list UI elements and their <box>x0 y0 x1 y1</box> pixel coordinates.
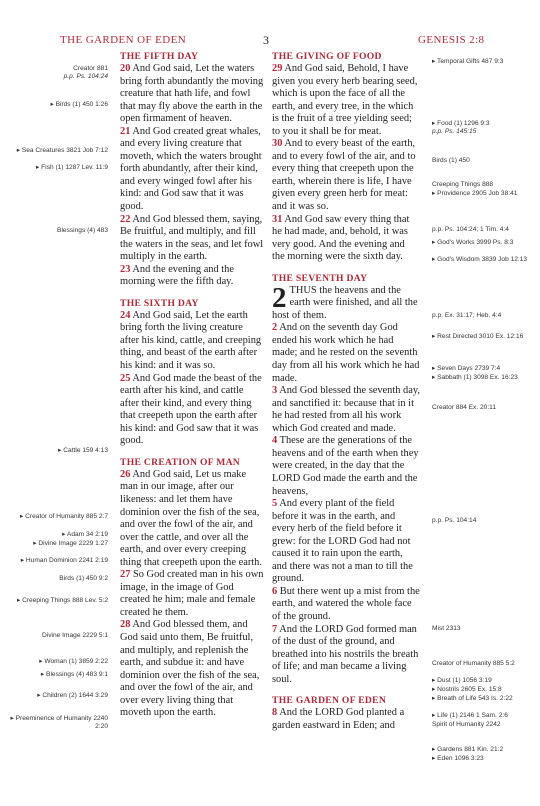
verse-29: 29 And God said, Behold, I have given you every herb bearing seed, which is upon the face of all the earth, and every tree, in the which is the fruit of a tree yielding seed; to you it shall be for meat. <box>272 63 418 137</box>
verse-7: 7 And the LORD God formed man of the dust of the ground, and breathed into his nostrils the breath of life; and man became a living soul. <box>272 623 419 685</box>
margin-ref: ▸ Food (1) 1296 9:3 p.p. Ps. 145:15 <box>432 120 490 135</box>
running-header-right: GENESIS 2:8 <box>418 34 485 46</box>
margin-ref: ▸ Nostrils 2605 Ex. 15:8 <box>432 686 502 693</box>
verse-number: 5 <box>272 498 278 510</box>
margin-ref: Creator 884 Ex. 20:11 <box>432 404 497 411</box>
margin-ref: Birds (1) 450 9:2 <box>59 575 108 582</box>
verse-24: 24 And God said, Let the earth bring forth the living creature after his kind, cattle, and creeping thing, and beast of the earth after his kind: and it was so. <box>120 309 262 372</box>
verse-25: 25 And God made the beast of the earth after his kind, and cattle after their kind, and every thing that creepeth upon the earth after his kind: and God saw that it was good. <box>120 372 262 447</box>
margin-ref: ▸ Gardens 881 Kin. 21:2 <box>432 746 504 753</box>
margin-ref: p.p. Ex. 31:17; Heb. 4:4 <box>432 312 502 319</box>
verse-number: 6 <box>272 585 278 597</box>
margin-ref: ▸ Sabbath (1) 3098 Ex. 16:23 <box>432 374 518 381</box>
margin-ref: Creeping Things 888 <box>432 181 494 188</box>
margin-ref: Creator 881 p.p. Ps. 104:24 <box>63 65 108 80</box>
verse-number: 31 <box>272 213 283 225</box>
margin-ref: ▸ Preeminence of Humanity 2240 2:20 <box>10 715 108 730</box>
section-heading: THE FIFTH DAY <box>120 51 199 62</box>
page-number: 3 <box>263 33 270 47</box>
section-heading: THE CREATION OF MAN <box>120 456 241 468</box>
verse-number: 29 <box>272 63 283 74</box>
margin-ref: ▸ Temporal Gifts 487 9:3 <box>432 58 504 65</box>
verse-8: 8 And the LORD God planted a garden eastward in Eden; and <box>272 707 405 731</box>
section-heading: THE GARDEN OF EDEN <box>272 695 387 707</box>
margin-ref: ▸ Birds (1) 450 1:26 <box>50 101 108 108</box>
verse-1-text: THUS the heavens and the earth were finished, and all the host of them. <box>272 284 418 321</box>
margin-ref: ▸ Adam 34 2:19 <box>62 531 108 538</box>
text-column-right <box>272 51 420 732</box>
verse-number: 21 <box>120 125 131 137</box>
margin-ref: ▸ God's Works 3999 Ps. 8:3 <box>432 239 514 246</box>
margin-ref: ▸ Eden 1096 3:23 <box>432 755 484 762</box>
verse-number: 24 <box>120 309 131 321</box>
verse-number: 26 <box>120 468 131 480</box>
verse-5: 5 And every plant of the field before it was in the earth, and every herb of the field before it grew: for the LORD God had not caused it to rain upon the earth, and there was not a man to till the ground. <box>272 498 413 585</box>
margin-ref: p.p. Ps. 104:14 <box>432 517 477 524</box>
margin-ref: ▸ Providence 2905 Job 38:41 <box>432 190 518 197</box>
verse-21: 21 And God created great whales, and every living creature that moveth, which the waters brought forth abundantly, after their kind, and every winged fowl after his kind: and God saw that it was good. <box>120 125 262 213</box>
margin-ref: Mist 2313 <box>432 625 461 632</box>
margin-ref: ▸ Children (2) 1644 3:29 <box>37 692 108 699</box>
verse-30: 30 And to every beast of the earth, and to every fowl of the air, and to every thing that creepeth upon the earth, wherein there is life, I have given every green herb for meat: and it was so. <box>272 138 416 213</box>
verse-number: 20 <box>120 63 131 74</box>
verse-number: 27 <box>120 569 131 581</box>
text-column-left <box>120 51 264 720</box>
verse-number: 22 <box>120 213 131 225</box>
margin-ref: ▸ Breath of Life 543 Is. 2:22 <box>432 695 513 702</box>
section-heading: THE SEVENTH DAY <box>272 272 368 284</box>
margin-ref: ▸ Cattle 159 4:13 <box>58 447 108 454</box>
margin-ref: ▸ Rest Directed 3010 Ex. 12:16 <box>432 333 524 340</box>
margin-ref: ▸ Divine Image 2229 1:27 <box>33 540 108 547</box>
verse-number: 28 <box>120 619 131 631</box>
margin-ref: p.p. Ps. 104:24; 1 Tim. 4:4 <box>432 226 509 233</box>
margin-ref: ▸ Creator of Humanity 885 2:7 <box>20 513 108 520</box>
margin-ref: ▸ Creeping Things 888 Lev. 5:2 <box>16 597 108 604</box>
verse-number: 2 <box>272 322 278 334</box>
margin-ref: ▸ Blessings (4) 483 9:1 <box>40 671 108 678</box>
verse-2: 2 And on the seventh day God ended his work which he had made; and he rested on the seventh day from all his work which he had made. <box>272 322 420 384</box>
verse-3: 3 And God blessed the seventh day, and sanctified it: because that in it he had rested from all his work which God created and made. <box>272 385 420 434</box>
section-heading: THE GIVING OF FOOD <box>272 51 382 62</box>
verse-number: 8 <box>272 707 278 719</box>
verse-31: 31 And God saw every thing that he had made, and, behold, it was very good. And the evening and the morning were the sixth day. <box>272 213 410 263</box>
verse-27: 27 So God created man in his own image, in the image of God created he him; male and female created he them. <box>120 569 264 618</box>
verse-28: 28 And God blessed them, and God said unto them, Be fruitful, and multiply, and replenish the earth, and subdue it: and have dominion over the fish of the sea, and over the fowl of the air, and over every living thing that moveth upon the earth. <box>120 619 260 719</box>
margin-ref: ▸ Fish (1) 1287 Lev. 11:9 <box>36 164 108 171</box>
margin-ref: Blessings (4) 483 <box>57 227 108 234</box>
margin-ref: ▸ Sea Creatures 3821 Job 7:12 <box>16 147 108 154</box>
verse-26: 26 And God said, Let us make man in our image, after our likeness: and let them have dominion over the fish of the sea, and over the fowl of the air, and over the cattle, and over all the earth, and over every creeping thing that creepeth upon the earth. <box>120 468 262 568</box>
verse-number: 3 <box>272 385 278 397</box>
margin-ref: Divine Image 2229 5:1 <box>42 632 108 639</box>
verse-number: 25 <box>120 372 131 384</box>
verse-number: 23 <box>120 263 131 275</box>
margin-ref: ▸ Dust (1) 1056 3:19 <box>432 677 492 684</box>
chapter-2-verse-1 <box>272 281 420 323</box>
margin-ref: Spirit of Humanity 2242 <box>432 721 501 728</box>
margin-ref: ▸ Human Dominion 2241 2:19 <box>20 557 108 564</box>
verse-number: 7 <box>272 623 278 635</box>
section-heading: THE SIXTH DAY <box>120 297 199 309</box>
margin-ref: Creator of Humanity 885 5:2 <box>432 660 515 667</box>
verse-22: 22 And God blessed them, saying, Be fruitful, and multiply, and fill the waters in the seas, and let fowl multiply in the earth. <box>120 213 264 263</box>
verse-23: 23 And the evening and the morning were the fifth day. <box>120 263 234 288</box>
verse-4: 4 These are the generations of the heavens and of the earth when they were created, in the day that the LORD God made the earth and the heavens, <box>272 435 419 497</box>
margin-ref: ▸ Seven Days 2739 7:4 <box>432 365 501 372</box>
margin-ref: Birds (1) 450 <box>432 157 470 164</box>
verse-number: 4 <box>272 435 278 447</box>
verse-20: 20 And God said, Let the waters bring forth abundantly the moving creature that hath life, and fowl that may fly above the earth in the open firmament of heaven. <box>120 63 264 125</box>
running-header-left: THE GARDEN OF EDEN <box>60 34 187 46</box>
margin-ref: ▸ Woman (1) 3859 2:22 <box>39 658 108 665</box>
verse-6: 6 But there went up a mist from the earth, and watered the whole face of the ground. <box>272 585 420 622</box>
verse-number: 30 <box>272 138 283 150</box>
chapter-drop-number: 2 <box>272 281 287 314</box>
margin-ref: ▸ God's Wisdom 3839 Job 12:13 <box>432 256 528 263</box>
margin-ref: ▸ Life (1) 2146 1 Sam. 2:6 <box>432 712 508 719</box>
